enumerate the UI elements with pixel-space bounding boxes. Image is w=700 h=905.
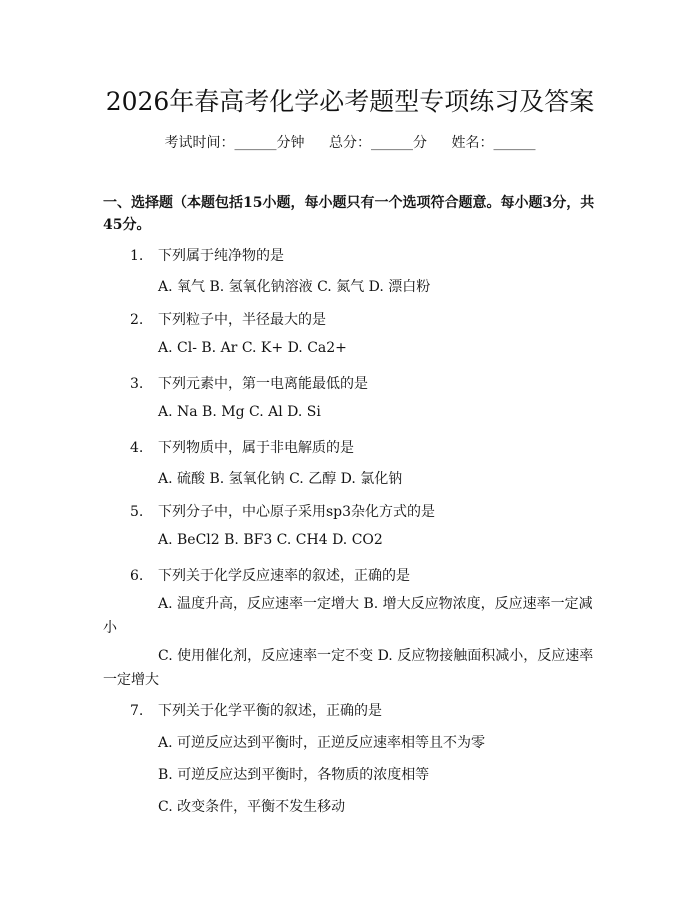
- question-7-option-c: C. 改变条件，平衡不发生移动: [158, 799, 346, 815]
- question-number: 7.: [130, 703, 144, 719]
- question-1-options: A. 氧气 B. 氢氧化钠溶液 C. 氮气 D. 漂白粉: [158, 279, 431, 295]
- question-text: 下列关于化学反应速率的叙述，正确的是: [158, 568, 410, 584]
- question-text: 下列物质中，属于非电解质的是: [158, 440, 354, 456]
- question-4: [130, 437, 354, 457]
- exam-meta: [0, 132, 700, 152]
- question-number: 1.: [130, 248, 144, 264]
- question-number: 4.: [130, 440, 144, 456]
- question-3: [130, 373, 368, 393]
- question-3-options: A. Na B. Mg C. Al D. Si: [158, 404, 321, 420]
- question-text: 下列粒子中，半径最大的是: [158, 312, 326, 328]
- exam-time: 考试时间：______分钟: [164, 135, 305, 151]
- question-text: 下列分子中，中心原子采用sp3杂化方式的是: [158, 504, 436, 520]
- question-1: [130, 245, 284, 265]
- question-number: 2.: [130, 312, 144, 328]
- question-number: 3.: [130, 376, 144, 392]
- question-6-options-ab: A. 温度升高，反应速率一定增大 B. 增大反应物浓度，反应速率一定减小: [103, 596, 593, 636]
- question-2-options: A. Cl- B. Ar C. K+ D. Ca2+: [158, 340, 347, 356]
- exam-score: 总分：______分: [329, 135, 427, 151]
- question-text: 下列属于纯净物的是: [158, 248, 284, 264]
- question-number: 6.: [130, 568, 144, 584]
- question-7-option-b: B. 可逆反应达到平衡时，各物质的浓度相等: [158, 767, 430, 783]
- question-5-options: A. BeCl2 B. BF3 C. CH4 D. CO2: [158, 532, 383, 548]
- question-7: [130, 700, 382, 720]
- question-5: [130, 501, 435, 521]
- document-title: 2026年春高考化学必考题型专项练习及答案: [105, 87, 595, 116]
- section-heading: 一、选择题（本题包括15小题，每小题只有一个选项符合题意。每小题3分，共45分。: [103, 195, 595, 233]
- question-text: 下列元素中，第一电离能最低的是: [158, 376, 368, 392]
- question-6-options-cd: C. 使用催化剂，反应速率一定不变 D. 反应物接触面积减小，反应速率一定增大: [103, 648, 594, 688]
- question-6: [130, 565, 410, 585]
- question-text: 下列关于化学平衡的叙述，正确的是: [158, 703, 382, 719]
- question-4-options: A. 硫酸 B. 氢氧化钠 C. 乙醇 D. 氯化钠: [158, 471, 403, 487]
- exam-name: 姓名：______: [451, 135, 536, 151]
- question-number: 5.: [130, 504, 144, 520]
- question-7-option-a: A. 可逆反应达到平衡时，正逆反应速率相等且不为零: [158, 735, 486, 751]
- question-2: [130, 309, 326, 329]
